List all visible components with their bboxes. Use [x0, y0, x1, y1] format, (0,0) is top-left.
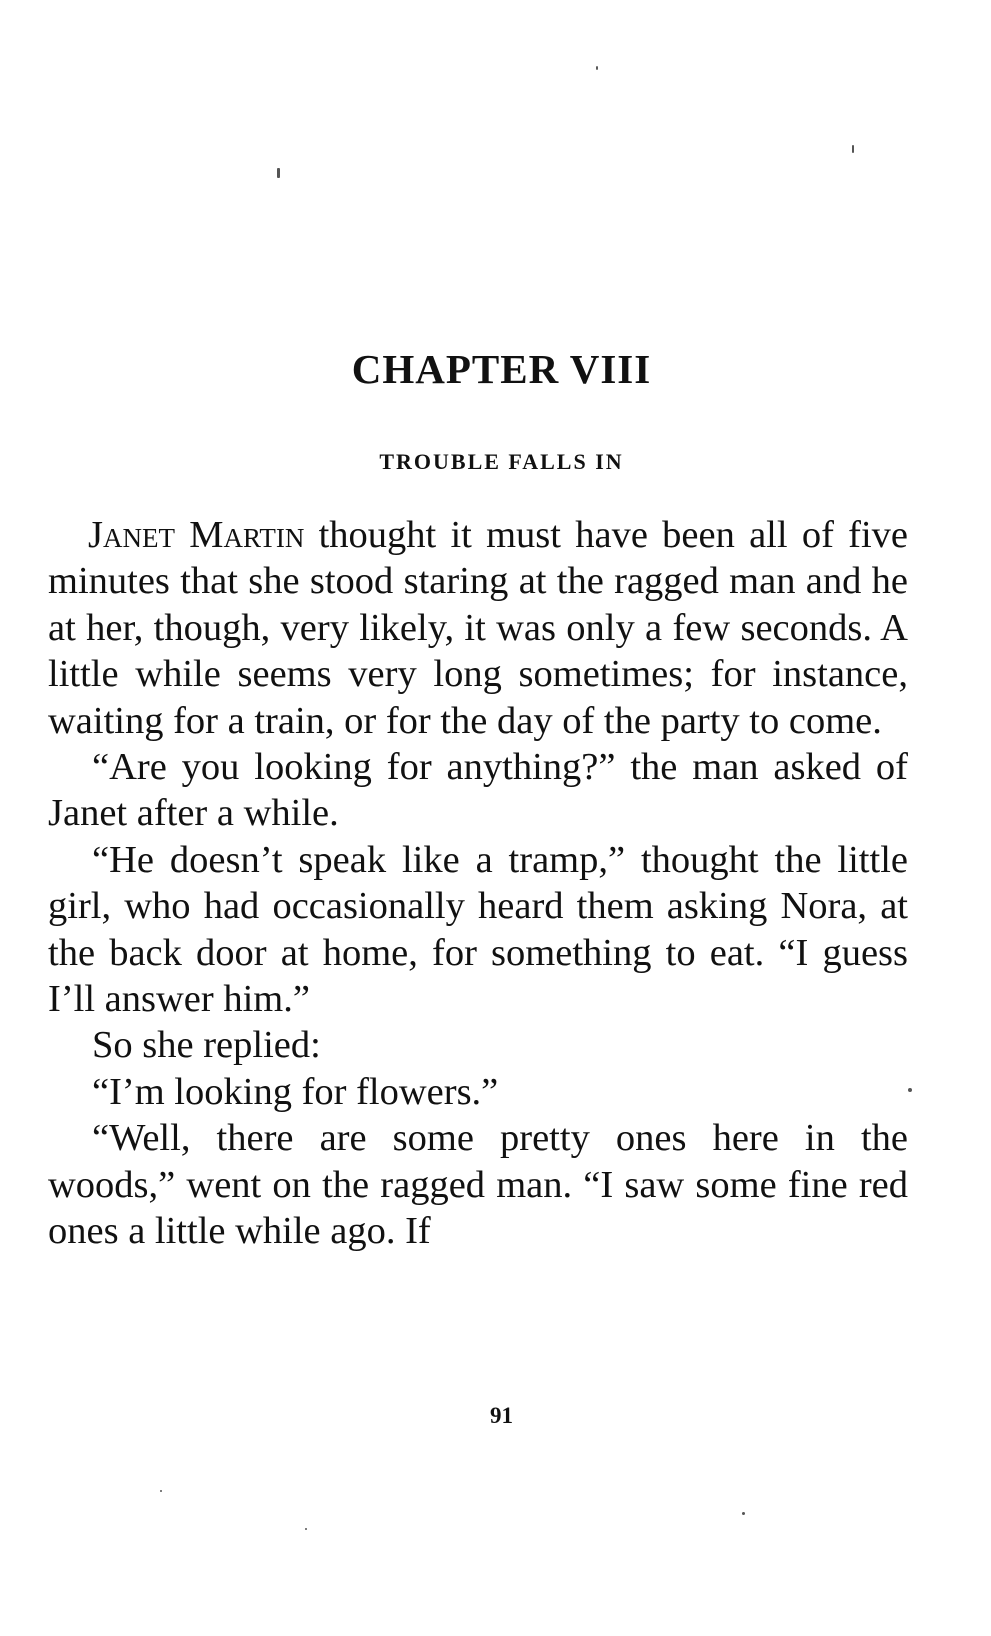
chapter-subtitle: TROUBLE FALLS IN	[379, 449, 624, 475]
paragraph: “Are you looking for anything?” the man asked of Janet after a while.	[48, 746, 908, 835]
paragraph: So she replied:	[92, 1024, 321, 1067]
scan-speck	[305, 1528, 307, 1530]
lead-small-caps: Janet Martin	[88, 514, 305, 556]
paragraph-text: thought it must have been all of five minutes that she stood staring at the ragged man and he at her, though, very likely, it was only a few seconds. A little while seems very long sometimes; for instance, waiting for a train, or for the day of the party to come.	[48, 514, 908, 742]
paragraph: “He doesn’t speak like a tramp,” thought the little girl, who had occasionally heard them asking Nora, at the back door at home, for something to eat. “I guess I’ll answer him.”	[48, 838, 908, 1021]
page-number: 91	[490, 1403, 513, 1428]
chapter-body	[48, 512, 908, 1255]
scan-speck	[908, 1088, 912, 1092]
paragraph: “Well, there are some pretty ones here in the woods,” went on the ragged man. “I saw some fine red ones a little while ago. If	[48, 1117, 908, 1253]
scan-speck	[596, 66, 598, 70]
scan-speck	[277, 168, 280, 178]
paragraph	[48, 512, 908, 744]
paragraph: “I’m looking for flowers.”	[92, 1070, 499, 1113]
chapter-title: CHAPTER VIII	[351, 346, 652, 393]
scan-speck	[742, 1512, 745, 1515]
scan-speck	[160, 1490, 162, 1492]
scan-speck	[852, 145, 854, 153]
